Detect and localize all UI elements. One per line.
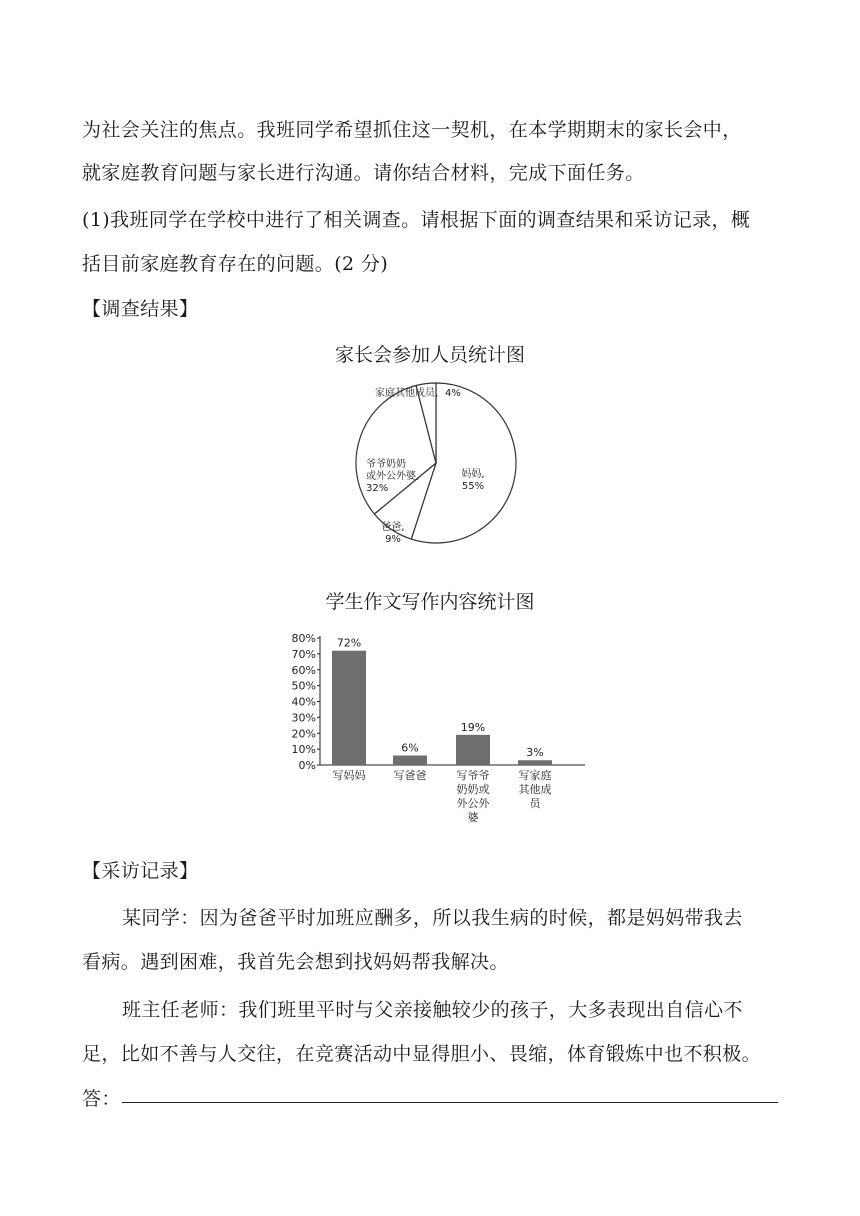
bar-value-label: 6% [401,741,419,755]
category-label: 写妈妈 [332,769,366,782]
y-tick-label: 10% [291,743,316,757]
category-label: 写爷爷奶奶或外公外婆 [456,769,490,824]
y-tick-label: 80% [291,632,316,645]
paragraph-line-1: 为社会关注的焦点。我班同学希望抓住这一契机，在本学期期末的家长会中， [82,119,742,141]
bar [518,760,552,765]
y-tick-label: 30% [291,711,316,725]
pie-slice-label: 家庭其他成员，4% [375,388,461,399]
y-tick-label: 50% [291,679,316,693]
y-tick-label: 60% [291,663,316,677]
bar [393,755,427,765]
bar-chart-title: 学生作文写作内容统计图 [325,591,535,613]
answer-line[interactable] [122,1102,778,1103]
category-label: 写爸爸 [393,769,427,782]
bar [332,651,366,765]
paragraph-line-2: 就家庭教育问题与家长进行沟通。请你结合材料，完成下面任务。 [82,162,645,184]
y-tick-label: 20% [291,727,316,741]
survey-heading: 【调查结果】 [82,298,199,320]
interview-line-4: 足，比如不善与人交往，在竞赛活动中显得胆小、畏缩，体育锻炼中也不积极。 [82,1043,762,1065]
pie-slice-label: 妈妈, 55% [461,469,485,492]
category-label: 写家庭其他成员 [518,769,552,810]
bar-chart [0,620,860,845]
y-tick-label: 70% [291,647,316,661]
interview-line-2: 看病。遇到困难，我首先会想到找妈妈帮我解决。 [82,951,509,973]
y-tick-label: 0% [298,759,316,772]
interview-line-3: 班主任老师：我们班里平时与父亲接触较少的孩子，大多表现出自信心不 [122,999,743,1021]
question-line-1: (1)我班同学在学校中进行了相关调查。请根据下面的调查结果和采访记录，概 [82,209,751,231]
interview-line-1: 某同学：因为爸爸平时加班应酬多，所以我生病的时候，都是妈妈带我去 [122,907,743,929]
pie-slice-label: 爸爸, 9% [381,522,405,545]
bar [456,735,490,765]
interview-heading: 【采访记录】 [82,860,199,882]
question-line-2: 括目前家庭教育存在的问题。(2 分) [82,253,389,275]
bar-value-label: 3% [526,746,544,760]
pie-chart-title: 家长会参加人员统计图 [334,344,525,366]
y-tick-label: 40% [291,695,316,709]
bar-value-label: 72% [336,636,362,650]
answer-label: 答： [82,1088,121,1110]
bar-value-label: 19% [460,720,486,734]
pie-chart [0,375,860,575]
pie-slice-label: 爷爷奶奶或外公外婆, 32% [366,459,420,494]
